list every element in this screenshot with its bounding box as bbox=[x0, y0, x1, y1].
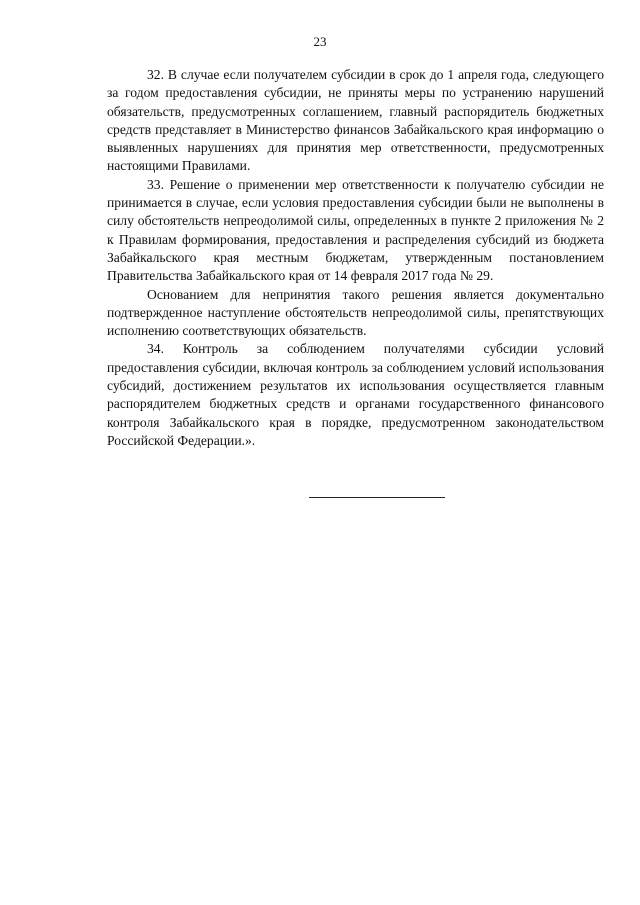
end-divider-line bbox=[309, 497, 445, 498]
page-number: 23 bbox=[313, 34, 327, 49]
paragraph-33-continuation: Основанием для непринятия такого решения является документально подтвержденное наступление обстоятельств непреодолимой силы, препятствующих исполнению соответствующих обязательств. bbox=[107, 286, 604, 339]
paragraph-34: 34. Контроль за соблюдением получателями субсидии условий предоставления субсидии, включая контроль за соблюдением условий использования субсидий, достижением результатов их использования осуществляется главным распорядителем бюджетных средств и органами государственного финансового контроля Забайкальского края в порядке, предусмотренном законодательством Российской Федерации.». bbox=[107, 341, 604, 448]
paragraph-33: 33. Решение о применении мер ответственности к получателю субсидии не принимается в случае, если условия предоставления субсидии были не выполнены в силу обстоятельств непреодолимой силы, определенных в пункте 2 приложения № 2 к Правилам формирования, предоставления и распределения субсидий из бюджета Забайкальского края местным бюджетам, утвержденным постановлением Правительства Забайкальского края от 14 февраля 2017 года № 29. bbox=[107, 176, 604, 284]
body-text bbox=[107, 66, 604, 450]
paragraph-32: 32. В случае если получателем субсидии в срок до 1 апреля года, следующего за годом предоставления субсидии, не приняты меры по устранению нарушений обязательств, предусмотренных соглашением, главный распорядитель бюджетных средств представляет в Министерство финансов Забайкальского края информацию о выявленных нарушениях для принятия мер ответственности, предусмотренных настоящими Правилами. bbox=[107, 67, 604, 174]
